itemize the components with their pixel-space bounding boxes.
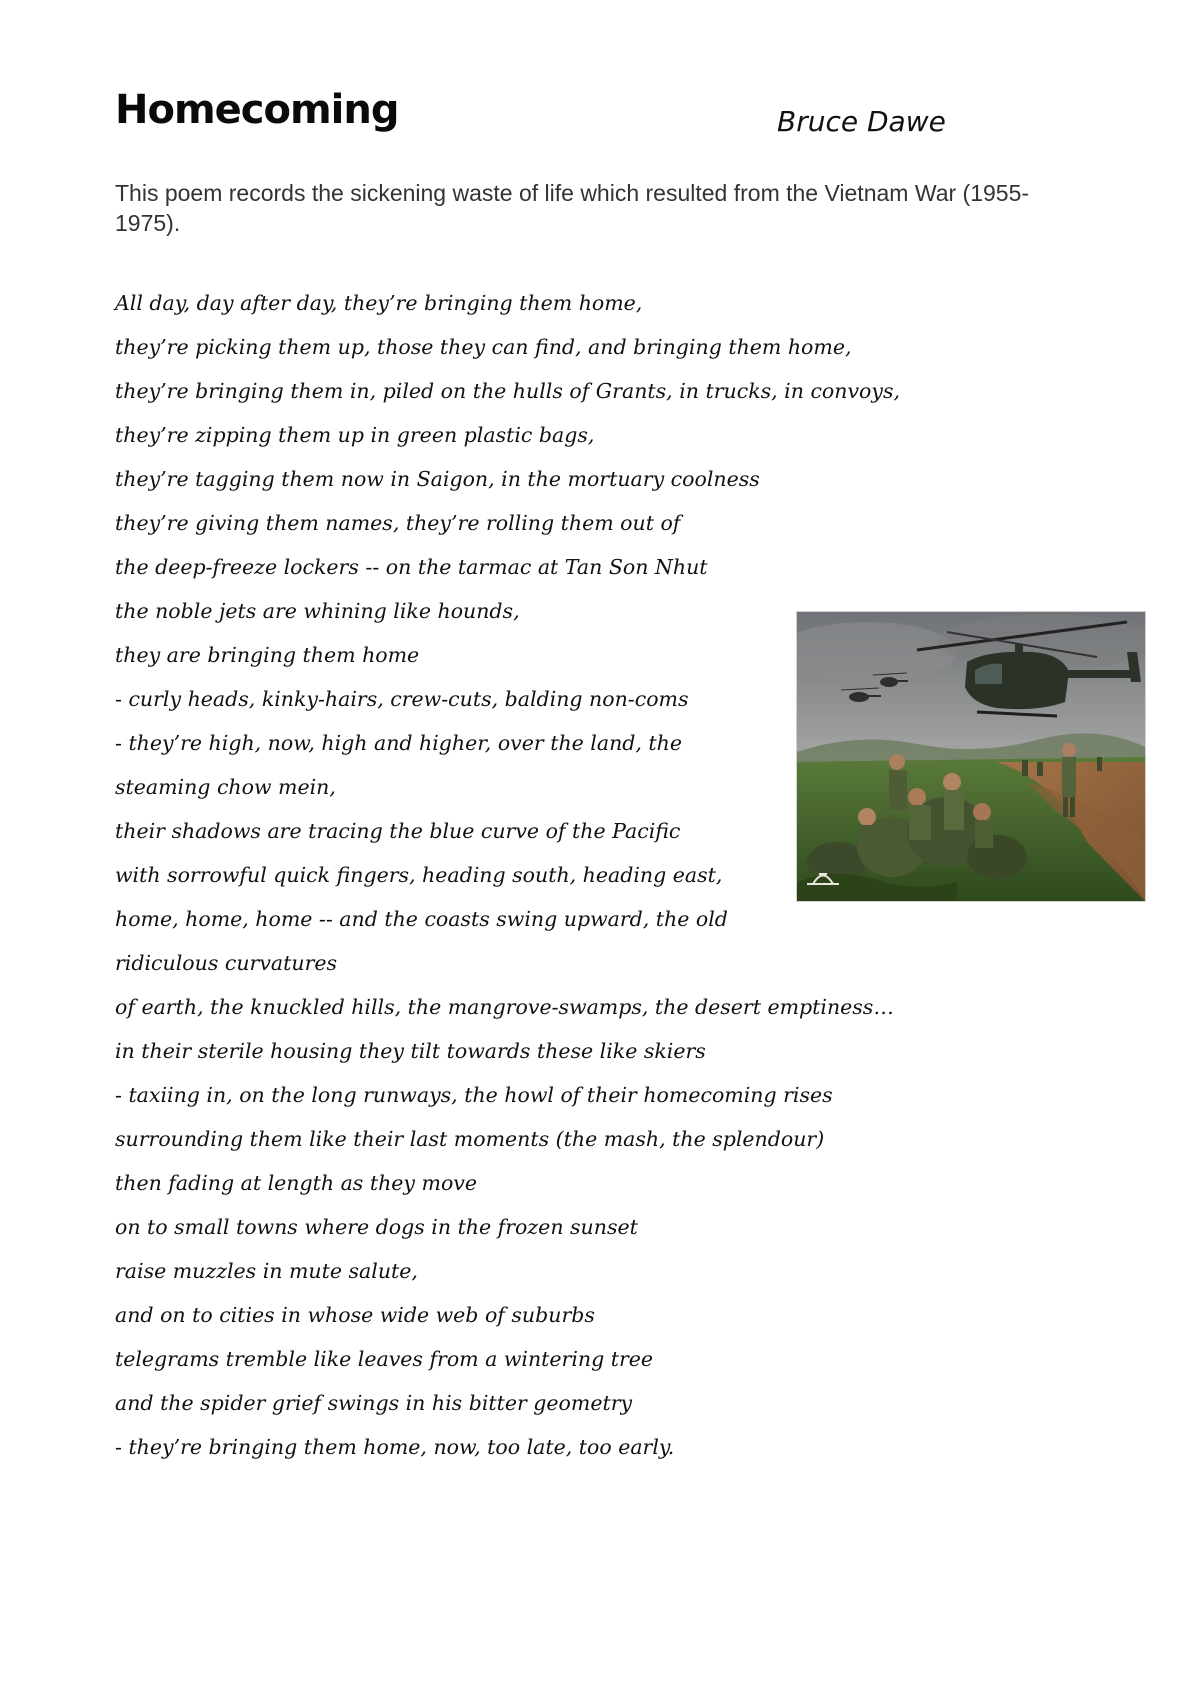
poem-title: Homecoming — [115, 87, 399, 133]
poem-line: All day, day after day, they’re bringing them home, — [115, 291, 643, 315]
poem-line: on to small towns where dogs in the frozen sunset — [115, 1215, 638, 1239]
poem-line: the noble jets are whining like hounds, — [115, 599, 520, 623]
poem-line: and on to cities in whose wide web of suburbs — [115, 1303, 595, 1327]
poem-line: ridiculous curvatures — [115, 951, 338, 975]
poem-line: they’re bringing them in, piled on the hulls of Grants, in trucks, in convoys, — [115, 379, 901, 403]
poem-line: - curly heads, kinky-hairs, crew-cuts, balding non-coms — [115, 687, 689, 711]
poem-line: telegrams tremble like leaves from a wintering tree — [115, 1347, 654, 1371]
intro-paragraph: This poem records the sickening waste of life which resulted from the Vietnam War (1955-1975). — [115, 180, 1030, 236]
poem-line: they’re zipping them up in green plastic bags, — [115, 423, 595, 447]
poem-line: - taxiing in, on the long runways, the howl of their homecoming rises — [115, 1083, 833, 1107]
poem-line: their shadows are tracing the blue curve of the Pacific — [115, 819, 681, 843]
poem-line: surrounding them like their last moments (the mash, the splendour) — [115, 1127, 825, 1151]
poem-line: - they’re bringing them home, now, too late, too early. — [115, 1435, 675, 1459]
poem-line: raise muzzles in mute salute, — [115, 1259, 418, 1283]
poem-line: the deep-freeze lockers -- on the tarmac at Tan Son Nhut — [115, 555, 708, 579]
poem-line: - they’re high, now, high and higher, over the land, the — [115, 731, 683, 755]
poem-line: with sorrowful quick fingers, heading south, heading east, — [115, 863, 723, 887]
poem-line: in their sterile housing they tilt towards these like skiers — [115, 1039, 706, 1063]
poem-line: they’re picking them up, those they can find, and bringing them home, — [115, 335, 852, 359]
poem-line: they are bringing them home — [115, 643, 420, 667]
helicopter-soldiers-photo — [797, 612, 1145, 901]
poem-author: Bruce Dawe — [777, 105, 946, 138]
poem-line: they’re tagging them now in Saigon, in the mortuary coolness — [115, 467, 760, 491]
poem-line: and the spider grief swings in his bitter geometry — [115, 1391, 633, 1415]
poem-line: home, home, home -- and the coasts swing upward, the old — [115, 907, 728, 931]
poem-line: steaming chow mein, — [115, 775, 336, 799]
poem-line: then fading at length as they move — [115, 1171, 477, 1195]
poem-line: they’re giving them names, they’re rolling them out of — [115, 511, 681, 535]
poem-text — [115, 288, 900, 1476]
poem-line: of earth, the knuckled hills, the mangrove-swamps, the desert emptiness… — [115, 995, 894, 1019]
